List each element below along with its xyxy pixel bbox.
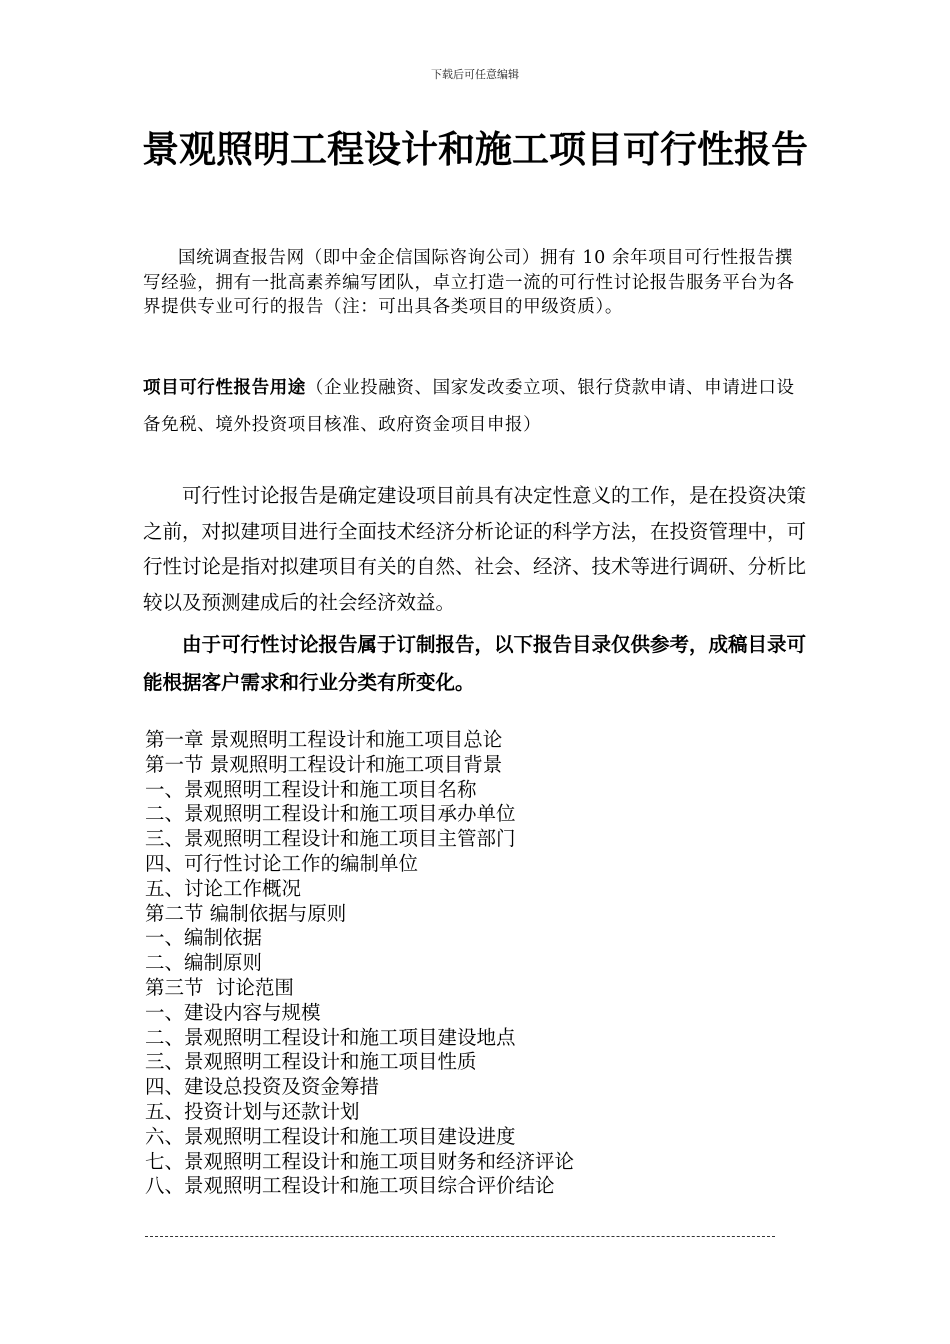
- toc-item: 第一章 景观照明工程设计和施工项目总论: [145, 728, 503, 751]
- note-paragraph: 由于可行性讨论报告属于订制报告，以下报告目录仅供参考，成稿目录可能根据客户需求和行业分类有所变化。: [143, 633, 807, 694]
- usage-label: 项目可行性报告用途: [143, 378, 306, 398]
- body-paragraph: 可行性讨论报告是确定建设项目前具有决定性意义的工作，是在投资决策之前，对拟建项目进行全面技术经济分析论证的科学方法，在投资管理中，可行性讨论是指对拟建项目有关的自然、社会、经济、技术等进行调研、分析比较以及预测建成后的社会经济效益。: [143, 484, 807, 614]
- toc-item: 三、景观照明工程设计和施工项目性质: [145, 1050, 477, 1074]
- toc-item: 二、景观照明工程设计和施工项目建设地点: [145, 1025, 516, 1049]
- header-note: 下载后可任意编辑: [431, 68, 519, 81]
- toc-item: 四、建设总投资及资金筹措: [145, 1075, 380, 1099]
- table-of-contents: [145, 728, 805, 1199]
- usage-text: （企业投融资、国家发改委立项、银行贷款申请、申请进口设备免税、境外投资项目核准、政府资金项目申报）: [143, 378, 795, 435]
- usage-paragraph: [143, 370, 811, 444]
- dashed-divider: [145, 1236, 775, 1237]
- toc-item: 七、景观照明工程设计和施工项目财务和经济评论: [145, 1149, 575, 1173]
- toc-item: 一、景观照明工程设计和施工项目名称: [145, 777, 477, 801]
- toc-item: 第二节 编制依据与原则: [145, 901, 347, 925]
- toc-item: 五、投资计划与还款计划: [145, 1099, 360, 1123]
- toc-item: 第三节 讨论范围: [145, 975, 294, 999]
- toc-item: 六、景观照明工程设计和施工项目建设进度: [145, 1124, 516, 1148]
- intro-paragraph: 国统调查报告网（即中金企信国际咨询公司）拥有 10 余年项目可行性报告撰写经验，拥有一批高素养编写团队，卓立打造一流的可行性讨论报告服务平台为各界提供专业可行的报告（注：可出具各类项目的甲级资质）。: [143, 248, 795, 317]
- document-title: 景观照明工程设计和施工项目可行性报告: [142, 128, 808, 171]
- toc-item: 二、编制原则: [145, 951, 263, 975]
- toc-item: 五、讨论工作概况: [145, 876, 302, 900]
- toc-item: 四、可行性讨论工作的编制单位: [145, 851, 419, 875]
- toc-item: 八、景观照明工程设计和施工项目综合评价结论: [145, 1174, 555, 1198]
- toc-item: 一、建设内容与规模: [145, 1000, 321, 1024]
- toc-item: 三、景观照明工程设计和施工项目主管部门: [145, 827, 516, 851]
- toc-item: 二、景观照明工程设计和施工项目承办单位: [145, 802, 516, 826]
- toc-item: 一、编制依据: [145, 926, 263, 950]
- toc-item: 第一节 景观照明工程设计和施工项目背景: [145, 752, 503, 776]
